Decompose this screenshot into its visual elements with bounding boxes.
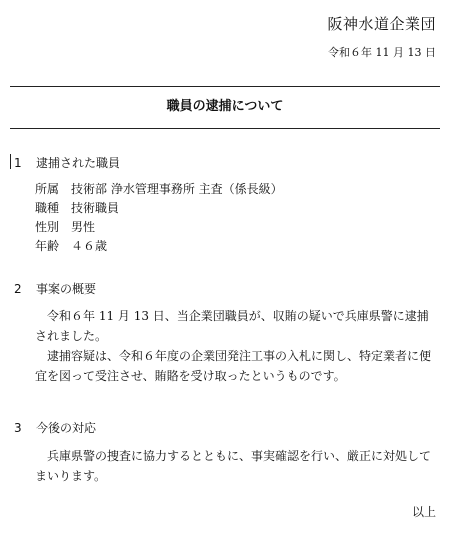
info-row-job-type — [35, 199, 283, 218]
info-value: 男性 — [71, 220, 96, 234]
info-value: ４６歳 — [71, 239, 108, 253]
section-1-number: 1 — [14, 156, 22, 170]
info-label: 職種 — [35, 201, 60, 215]
section-3-number: 3 — [14, 421, 22, 435]
section-3-paragraph-1: 兵庫県警の捜査に協力するとともに、事実確認を行い、厳正に対処してまいります。 — [35, 449, 432, 483]
info-label: 性別 — [35, 220, 60, 234]
info-row-age — [35, 237, 283, 256]
info-label: 所属 — [35, 182, 60, 196]
info-value: 技術職員 — [71, 201, 120, 215]
section-2-paragraph-1: 令和６年 11 月 13 日、当企業団職員が、収賄の疑いで兵庫県警に逮捕されました。 — [35, 309, 429, 343]
info-row-affiliation — [35, 180, 283, 199]
document-title: 職員の逮捕について — [166, 99, 284, 114]
title-rule-top — [10, 86, 440, 87]
info-row-gender — [35, 218, 283, 237]
section-2-paragraph-2: 逮捕容疑は、令和６年度の企業団発注工事の入札に関し、特定業者に便宜を図って受注させ、賄賂を受け取ったというものです。 — [35, 349, 432, 383]
title-rule-bottom — [10, 128, 440, 129]
document-date: 令和６年 11 月 13 日 — [328, 46, 436, 59]
section-2-number: 2 — [14, 282, 22, 296]
section-1-title: 逮捕された職員 — [36, 156, 121, 170]
section-3-heading — [14, 419, 96, 436]
section-3-title: 今後の対応 — [36, 421, 97, 435]
text-cursor — [10, 154, 11, 169]
info-value: 技術部 浄水管理事務所 主査（係長級） — [71, 182, 283, 196]
info-label: 年齢 — [35, 239, 60, 253]
closing-mark: 以上 — [411, 505, 436, 519]
section-2-title: 事案の概要 — [36, 282, 97, 296]
section-1-heading — [14, 154, 120, 171]
organization-name: 阪神水道企業団 — [327, 15, 436, 33]
section-2-heading — [14, 280, 96, 297]
employee-info-table — [35, 180, 283, 256]
